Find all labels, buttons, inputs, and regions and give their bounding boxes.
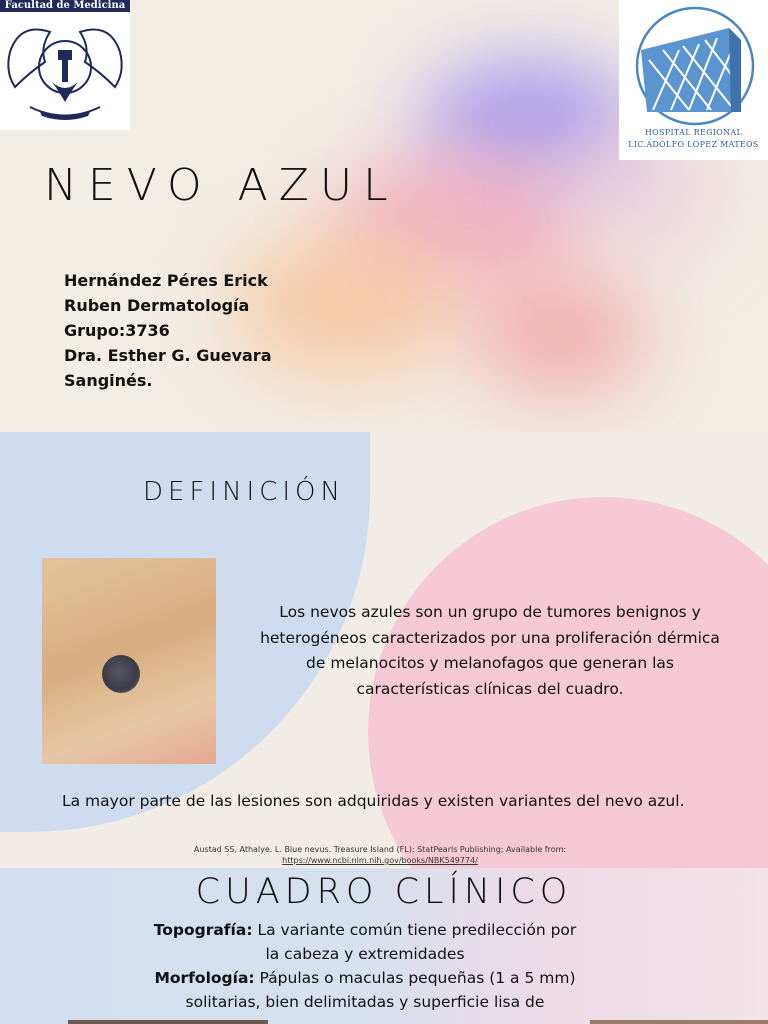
- slide-definicion: [0, 432, 768, 868]
- blue-nevus-lesion: [102, 655, 140, 693]
- author-line: Grupo:3736: [64, 321, 170, 340]
- variants-paragraph: La mayor parte de las lesiones son adquiridas y existen variantes del nevo azul.: [62, 792, 685, 810]
- hospital-name-line1: HOSPITAL REGIONAL: [644, 128, 743, 137]
- morfologia-label: Morfología:: [154, 969, 255, 987]
- hospital-logo: [619, 0, 768, 160]
- reference-text: Austad SS, Athalye. L. Blue nevus. Treasure Island (FL): StatPearls Publishing; Available from:: [193, 845, 567, 854]
- slide-cuadro-clinico: [0, 868, 768, 1024]
- section-heading: DEFINICIÓN: [143, 477, 345, 507]
- section-heading: CUADRO CLÍNICO: [195, 872, 573, 912]
- author-line: Dra. Esther G. Guevara: [64, 346, 272, 365]
- definition-paragraph: Los nevos azules son un grupo de tumores benignos y heterogéneos caracterizados por una proliferación dérmica de melanocitos y melanofagos que generan las características clínicas del cuadro.: [260, 603, 720, 698]
- image-strip: [68, 1020, 268, 1024]
- clinical-description: [145, 918, 585, 1014]
- author-block: [64, 268, 324, 393]
- logo-caption: Facultad de Medicina: [0, 0, 130, 12]
- reference: [190, 844, 570, 866]
- presentation-title: NEVO AZUL: [44, 160, 399, 211]
- clinical-photo: [42, 558, 216, 764]
- unam-medicina-logo: [0, 0, 130, 130]
- author-line: Sanginés.: [64, 371, 153, 390]
- hospital-name-line2: LIC.ADOLFO LOPEZ MATEOS: [628, 140, 759, 149]
- author-line: Hernández Péres Erick: [64, 271, 268, 290]
- gradient-blob: [470, 270, 650, 400]
- reference-link[interactable]: https://www.ncbi.nlm.nih.gov/books/NBK549774/: [282, 856, 478, 865]
- hospital-building-icon: [619, 0, 768, 128]
- author-line: Ruben Dermatología: [64, 296, 250, 315]
- image-strip: [590, 1020, 768, 1024]
- topografia-text: La variante común tiene predilección por la cabeza y extremidades: [252, 921, 577, 963]
- eagle-crest-icon: [0, 12, 130, 130]
- slide-title: [0, 0, 768, 432]
- morfologia-text: Pápulas o maculas pequeñas (1 a 5 mm) solitarias, bien delimitadas y superficie lisa de: [185, 969, 576, 1011]
- topografia-label: Topografía:: [153, 921, 253, 939]
